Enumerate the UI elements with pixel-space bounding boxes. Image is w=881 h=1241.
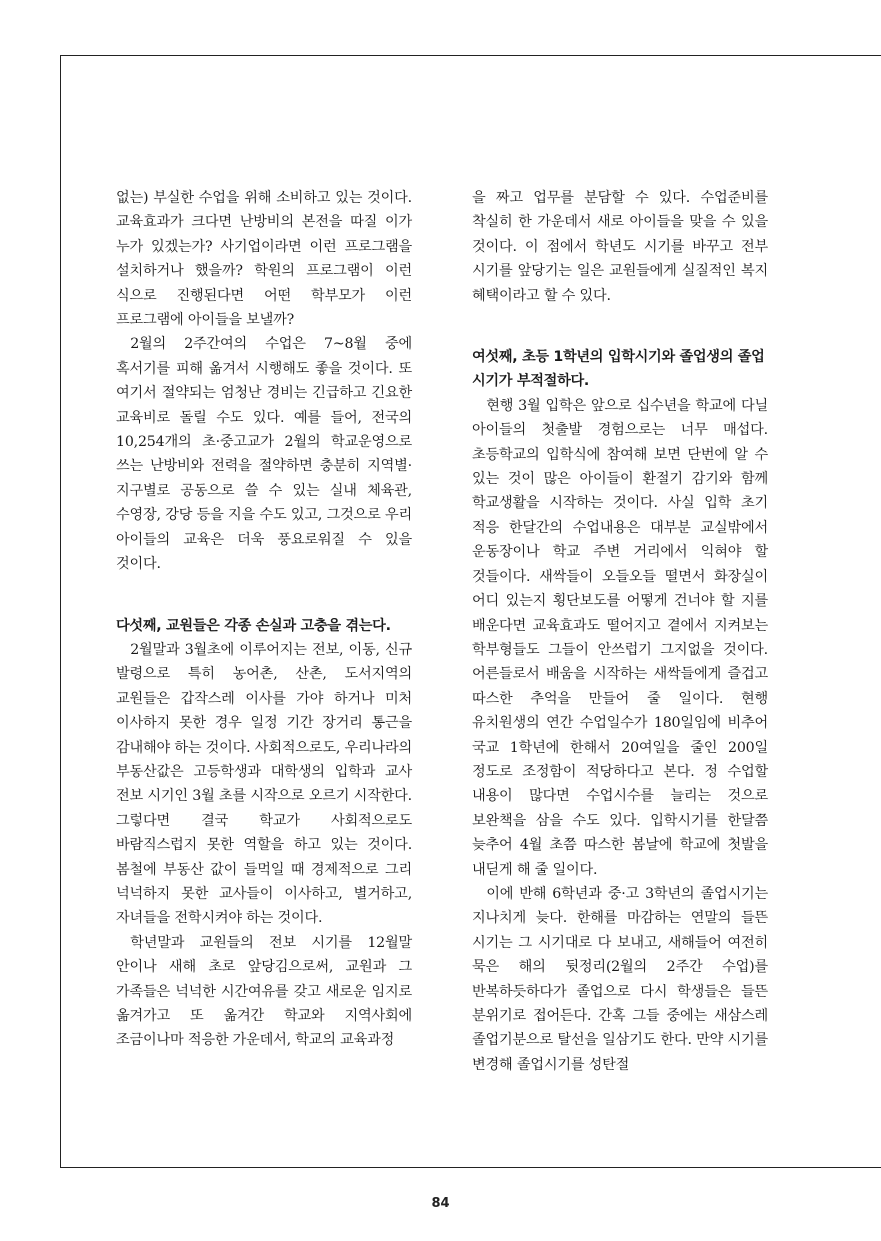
page-frame-top-rule (60, 55, 881, 56)
right-paragraph-3: 이에 반해 6학년과 중·고 3학년의 졸업시기는 지나치게 늦다. 한해를 마감하는 연말의 들뜬 시기는 그 시기대로 다 보내고, 새해들어 여전히 묵은 해의 뒷정리(2월의 2주간 수업)를 반복하듯하다가 졸업으로 다시 학생들은 들뜬 분위기로 접어든다. 간혹 그들 중에는 새삼스레 졸업기분으로 탈선을 일삼기도 한다. 만약 시기를 변경해 졸업시기를 성탄절 (472, 885, 768, 1073)
page-number: 84 (431, 1196, 450, 1211)
right-column (472, 186, 768, 1077)
page-frame-bottom-rule (60, 1167, 881, 1168)
right-paragraph-1: 을 짜고 업무를 분담할 수 있다. 수업준비를 착실히 한 가운데서 새로 아이들을 맞을 수 있을 것이다. 이 점에서 학년도 시기를 바꾸고 전부 시기를 앞당기는 일은 교원들에게 실질적인 복지 혜택이라고 할 수 있다. (472, 190, 768, 304)
left-paragraph-3: 2월말과 3월초에 이루어지는 전보, 이동, 신규 발령으로 특히 농어촌, 산촌, 도서지역의 교원들은 갑작스레 이사를 가야 하거나 미처 이사하지 못한 경우 일정 기간 장거리 통근을 감내해야 하는 것이다. 사회적으로도, 우리나라의 부동산값은 고등학생과 대학생의 입학과 교사 전보 시기인 3월 초를 시작으로 오르기 시작한다. 그렇다면 결국 학교가 사회적으로도 바람직스럽지 못한 역할을 하고 있는 것이다. 봄철에 부동산 값이 들먹일 때 경제적으로 그리 넉넉하지 못한 교사들이 이사하고, 별거하고, 자녀들을 전학시켜야 하는 것이다. (116, 641, 412, 927)
section-heading-fifth: 다섯째, 교원들은 각종 손실과 고충을 겪는다. (116, 617, 391, 634)
page-frame-left-rule (60, 55, 61, 1167)
left-paragraph-1: 없는) 부실한 수업을 위해 소비하고 있는 것이다. 교육효과가 크다면 난방비의 본전을 따질 이가 누가 있겠는가? 사기업이라면 이런 프로그램을 설치하거나 했을까? 학원의 프로그램이 이런 식으로 진행된다면 어떤 학부모가 이런 프로그램에 아이들을 보낼까? (116, 190, 412, 329)
left-paragraph-4: 학년말과 교원들의 전보 시기를 12월말 안이나 새해 초로 앞당김으로써, 교원과 그 가족들은 넉넉한 시간여유를 갖고 새로운 임지로 옮겨가고 또 옮겨간 학교와 지역사회에 조금이나마 적응한 가운데서, 학교의 교육과정 (116, 934, 412, 1049)
left-column (116, 186, 412, 1053)
section-gap (116, 577, 412, 614)
left-paragraph-2: 2월의 2주간여의 수업은 7~8월 중에 혹서기를 피해 옮겨서 시행해도 좋을 것이다. 또 여기서 절약되는 엄청난 경비는 긴급하고 긴요한 교육비로 돌릴 수도 있다. 예를 들어, 전국의 10,254개의 초·중고교가 2월의 학교운영으로 쓰는 난방비와 전력을 절약하면 충분히 지역별·지구별로 공동으로 쓸 수 있는 실내 체육관, 수영장, 강당 등을 지을 수도 있고, 그것으로 우리 아이들의 교육은 더욱 풍요로워질 수 있을 것이다. (116, 336, 412, 573)
right-paragraph-2: 현행 3월 입학은 앞으로 십수년을 학교에 다닐 아이들의 첫출발 경험으로는 너무 매섭다. 초등학교의 입학식에 참여해 보면 단번에 알 수 있는 것이 많은 아이들이 환절기 감기와 함께 학교생활을 시작하는 것이다. 사실 입학 초기 적응 한달간의 수업내용은 대부분 교실밖에서 운동장이나 학교 주변 거리에서 익혀야 할 것들이다. 새싹들이 오들오들 떨면서 화장실이 어디 있는지 횡단보도를 어떻게 건너야 할 지를 배운다면 교육효과도 떨어지고 곁에서 지켜보는 학부형들도 그들이 안쓰럽기 그지없을 것이다. 어른들로서 배움을 시작하는 새싹들에게 즐겁고 따스한 추억을 만들어 줄 일이다. 현행 유치원생의 연간 수업일수가 180일임에 비추어 국교 1학년에 한해서 20여일을 줄인 200일 정도로 조정함이 적당하다고 본다. 정 수업할 내용이 많다면 수업시수를 늘리는 것으로 보완책을 삼을 수도 있다. 입학시기를 한달쯤 늦추어 4월 초쯤 따스한 봄날에 학교에 첫발을 내딛게 해 줄 일이다. (472, 397, 768, 878)
section-gap (472, 308, 768, 345)
section-heading-sixth: 여섯째, 초등 1학년의 입학시기와 졸업생의 졸업시기가 부적절하다. (472, 349, 765, 390)
